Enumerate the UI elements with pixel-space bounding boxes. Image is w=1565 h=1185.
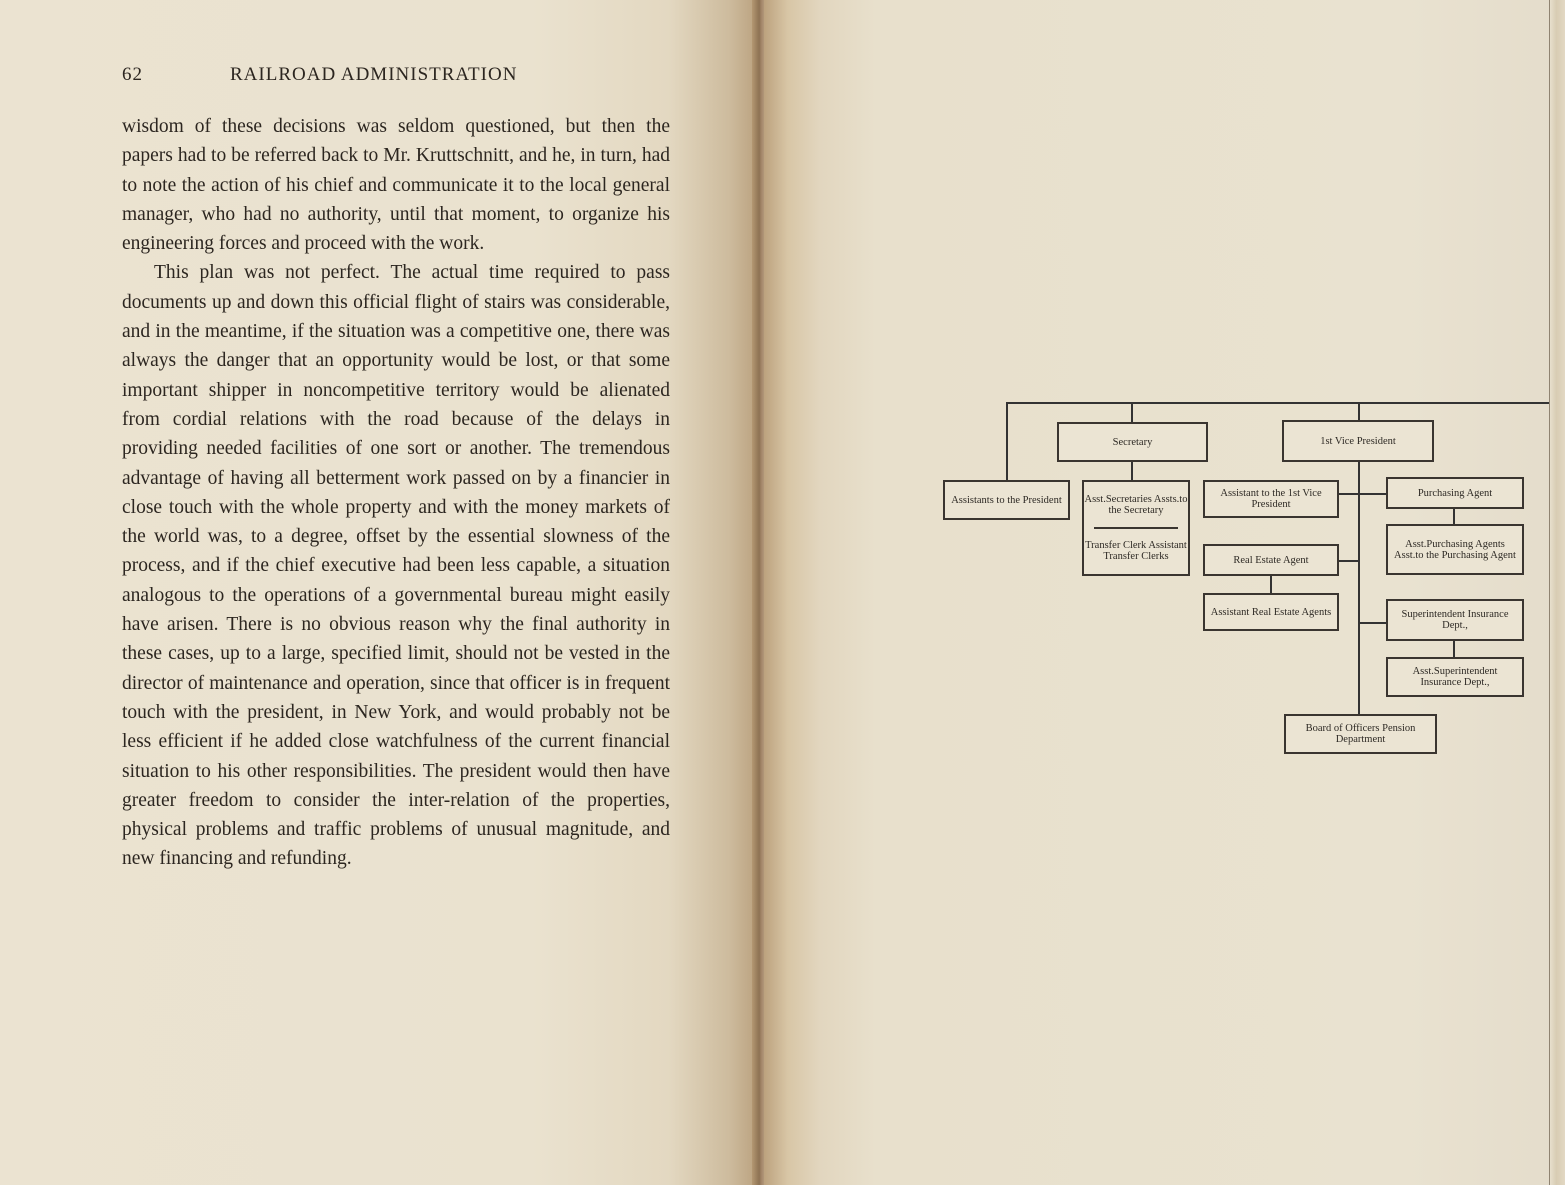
- chart-line: [1270, 576, 1272, 593]
- chart-line: [1006, 402, 1008, 482]
- paragraph-2: This plan was not perfect. The actual time required to pass documents up and down this official flight of stairs was considerable, and in the meantime, if the situation was a competitive one, there was always the danger that an opportunity would be lost, or that some important shipper in noncompetitive territory would be alienated from cordial relations with the road because of the delays in providing needed facilities of one sort or another. The tremendous advantage of having all betterment work passed on by a financier in close touch with the whole property and with the money markets of the world was, to a degree, offset by the essential slowness of the process, and if the chief executive had been less capable, a situation analogous to the operations of a governmental bureau might easily have arisen. There is no obvious reason why the final authority in these cases, up to a large, specified limit, should not be vested in the director of maintenance and operation, since that officer is in frequent touch with the president, in New York, and would probably not be less efficient if he added close watchfulness of the current financial situation to his other responsibilities. The president would then have greater freedom to consider the inter-relation of the properties, physical problems and traffic problems of unusual magnitude, and new financing and refunding.: [122, 262, 670, 870]
- board-of-officers-pension-label: Board of Officers Pension Department: [1305, 723, 1416, 745]
- book-title: RAILROAD ADMINISTRATION: [230, 64, 518, 85]
- chart-line: [1358, 462, 1360, 714]
- chart-line: [1338, 560, 1360, 562]
- assistants-to-president-box: [943, 480, 1070, 520]
- page-edge: [1549, 0, 1565, 1185]
- asst-purchasing-agents-label: Asst.Purchasing Agents Asst.to the Purchasing Agent: [1394, 538, 1516, 561]
- asst-purchasing-agents-box: [1386, 524, 1524, 575]
- org-chart: [940, 400, 1549, 760]
- chart-line: [1453, 509, 1455, 524]
- purchasing-agent-label: Purchasing Agent: [1417, 487, 1493, 499]
- assistant-to-1st-vp-label: Assistant to the 1st Vice President: [1220, 488, 1322, 510]
- asst-superintendent-insurance-box: [1386, 657, 1524, 697]
- left-page: [0, 0, 760, 1185]
- chart-line: [1338, 493, 1386, 495]
- real-estate-agent-label: Real Estate Agent: [1233, 554, 1309, 566]
- purchasing-agent-box: [1386, 477, 1524, 509]
- chart-line: [1453, 641, 1455, 657]
- real-estate-agent-box: [1203, 544, 1339, 576]
- asst-secretaries-box: [1082, 480, 1190, 576]
- secretary-box: [1057, 422, 1208, 462]
- board-of-officers-pension-box: [1284, 714, 1437, 754]
- chart-line: [1131, 402, 1133, 424]
- assistant-real-estate-agents-box: [1203, 593, 1339, 631]
- asst-superintendent-insurance-label: Asst.Superintendent Insurance Dept.,: [1412, 666, 1498, 688]
- first-vice-president-label: 1st Vice President: [1320, 435, 1396, 447]
- body-text: [122, 112, 670, 874]
- assistant-to-1st-vp-box: [1203, 480, 1339, 518]
- asst-secretaries-label: Asst.Secretaries Assts.to the Secretary: [1084, 493, 1188, 516]
- superintendent-insurance-label: Superintendent Insurance Dept.,: [1401, 609, 1509, 631]
- chart-line: [1358, 402, 1360, 422]
- assistant-real-estate-agents-label: Assistant Real Estate Agents: [1210, 606, 1332, 618]
- secretary-label: Secretary: [1112, 436, 1153, 448]
- chart-line: [1006, 402, 1549, 404]
- paragraph-1: wisdom of these decisions was seldom questioned, but then the papers had to be referred back to Mr. Kruttschnitt, and he, in turn, had to note the action of his chief and communicate it to the local general manager, who had no authority, until that moment, to organize his engineering forces and proceed with the work.: [122, 116, 670, 255]
- superintendent-insurance-box: [1386, 599, 1524, 641]
- transfer-clerks-label: Transfer Clerk Assistant Transfer Clerks: [1085, 540, 1187, 563]
- assistants-to-president-label: Assistants to the President: [951, 494, 1062, 506]
- chart-line: [1358, 622, 1386, 624]
- chart-line: [1131, 462, 1133, 480]
- page-number: 62: [122, 64, 143, 85]
- running-head: [122, 64, 670, 92]
- first-vice-president-box: [1282, 420, 1434, 462]
